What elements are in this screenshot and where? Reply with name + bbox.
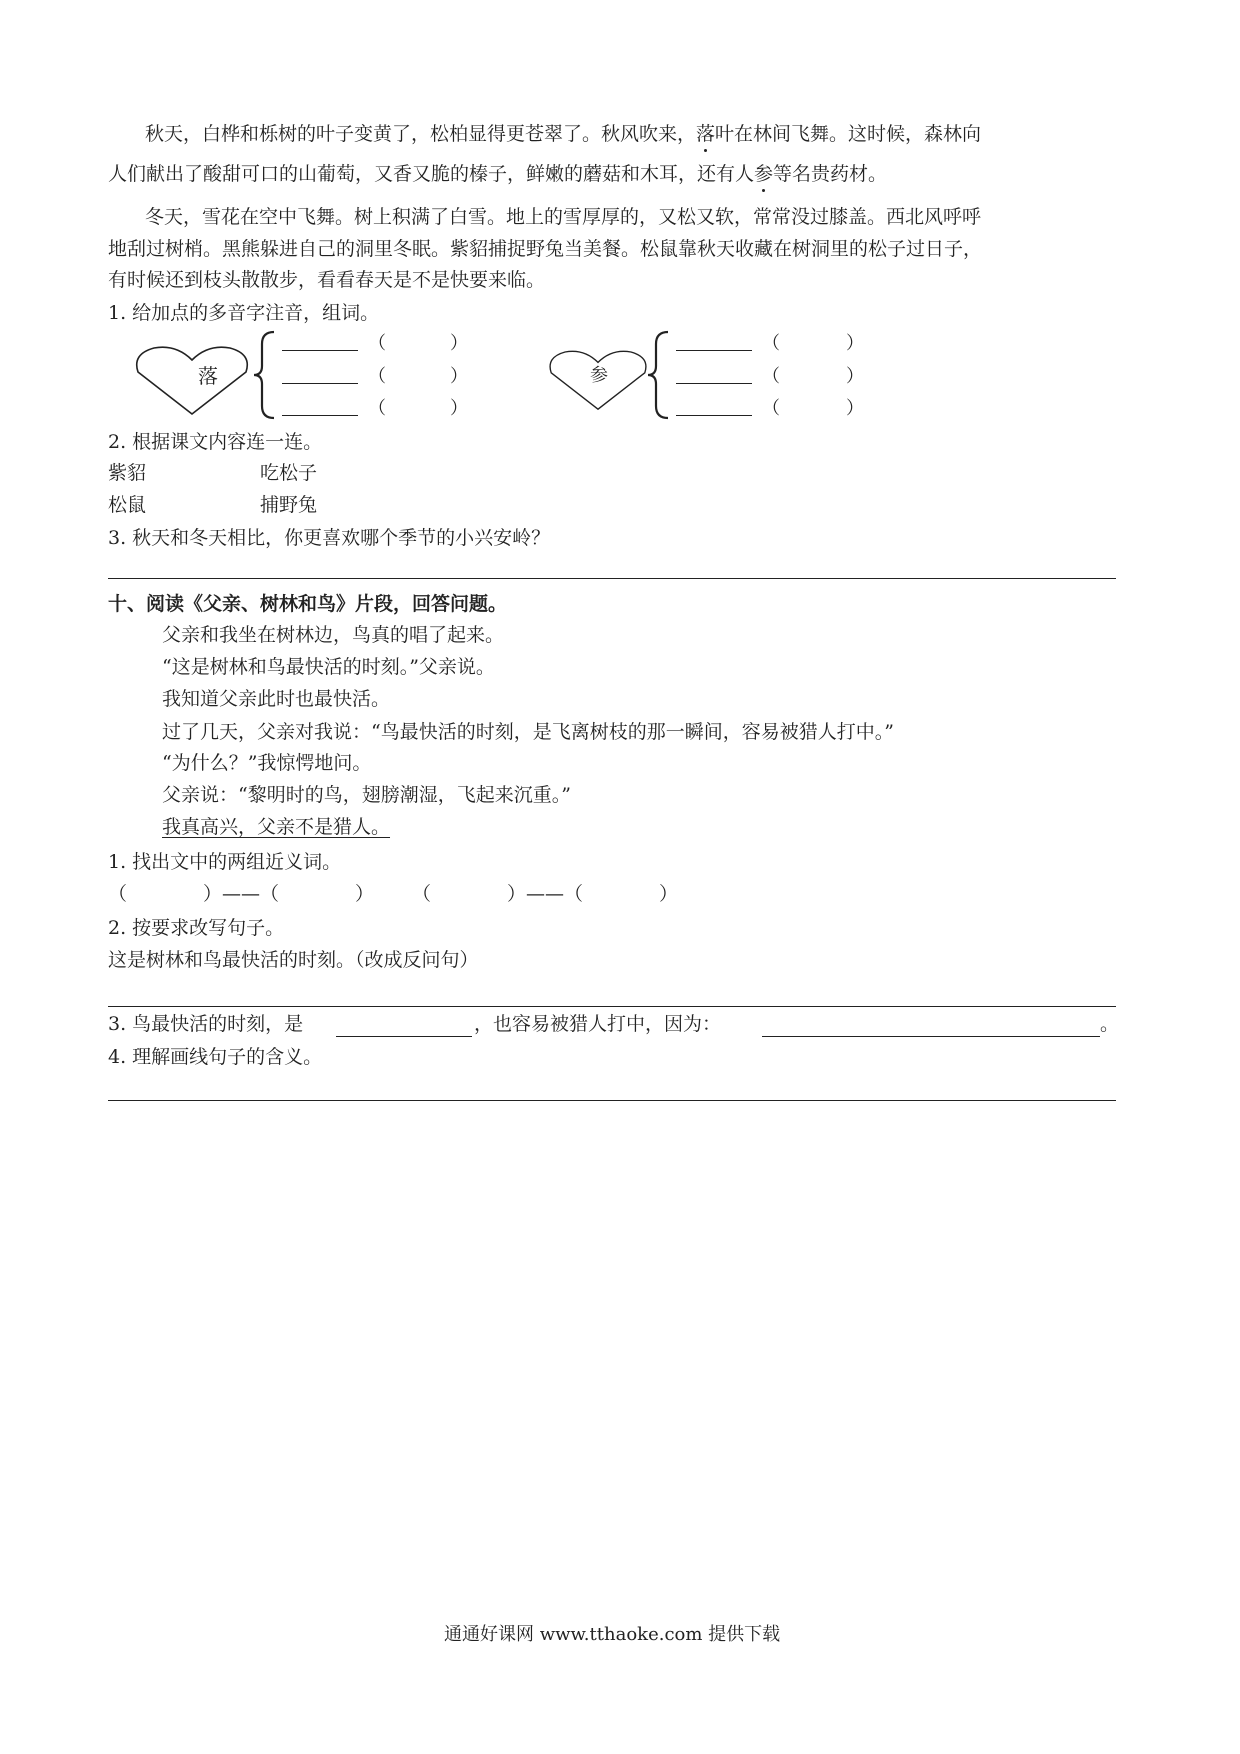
paren-open: （ — [368, 366, 386, 387]
reading-line: 父亲和我坐在树林边，鸟真的唱了起来。 — [162, 624, 505, 646]
rewrite-sentence: 这是树林和鸟最快活的时刻。（改成反问句） — [108, 949, 479, 971]
paren-close: ） — [846, 398, 864, 419]
paren-open: （ — [762, 366, 780, 387]
synonym-pairs[interactable]: （ ）——（ ） （ ）——（ ） — [108, 883, 679, 905]
match-left-2[interactable]: 松鼠 — [108, 494, 147, 516]
answer-line[interactable] — [108, 578, 1116, 579]
answer-blank[interactable] — [762, 1036, 1100, 1037]
question-1-label: 1. 给加点的多音字注音，组词。 — [108, 302, 380, 324]
answer-blank[interactable] — [282, 415, 358, 416]
reading-line: 过了几天，父亲对我说：“鸟最快活的时刻，是飞离树枝的那一瞬间，容易被猎人打中。” — [162, 721, 894, 743]
match-left-1[interactable]: 紫貂 — [108, 462, 147, 484]
question-3-label: 3. 秋天和冬天相比，你更喜欢哪个季节的小兴安岭？ — [108, 527, 551, 549]
dotted-char: 参 — [754, 163, 774, 185]
question-2-label: 2. 根据课文内容连一连。 — [108, 431, 323, 453]
reading-line: “为什么？”我惊愕地问。 — [162, 752, 372, 774]
brace-icon — [646, 330, 672, 420]
answer-line[interactable] — [108, 1006, 1116, 1007]
answer-blank[interactable] — [676, 383, 752, 384]
section-10-question-1-label: 1. 找出文中的两组近义词。 — [108, 851, 342, 873]
match-right-2[interactable]: 捕野兔 — [260, 494, 318, 516]
section-10-question-2-label: 2. 按要求改写句子。 — [108, 917, 285, 939]
heart-shape-luo — [132, 338, 252, 418]
answer-blank[interactable] — [336, 1036, 472, 1037]
passage-autumn-line-1 — [145, 122, 981, 146]
underlined-sentence: 我真高兴，父亲不是猎人。 — [162, 816, 391, 838]
reading-line: 我知道父亲此时也最快活。 — [162, 688, 391, 710]
heart-char-luo: 落 — [198, 364, 218, 388]
answer-blank[interactable] — [676, 350, 752, 351]
section-10-question-3-part-a: 3. 鸟最快活的时刻，是 — [108, 1013, 304, 1035]
reading-line: 父亲说：“黎明时的鸟，翅膀潮湿，飞起来沉重。” — [162, 784, 571, 806]
text-segment: 人们献出了酸甜可口的山葡萄，又香又脆的榛子，鲜嫩的蘑菇和木耳，还有人 — [108, 163, 755, 185]
paren-close: ） — [450, 366, 468, 387]
paren-open: （ — [368, 398, 386, 419]
passage-winter-line-1: 冬天，雪花在空中飞舞。树上积满了白雪。地上的雪厚厚的，又松又软，常常没过膝盖。西北风呼呼 — [145, 206, 982, 228]
footer-text: 通通好课网 www.tthaoke.com 提供下载 — [444, 1624, 781, 1645]
paren-close: ） — [450, 333, 468, 354]
section-10-question-3-end: 。 — [1100, 1013, 1120, 1035]
passage-winter-line-2: 地刮过树梢。黑熊躲进自己的洞里冬眠。紫貂捕捉野兔当美餐。松鼠靠秋天收藏在树洞里的松子过日子， — [108, 238, 983, 260]
brace-icon — [252, 330, 278, 420]
text-segment: 秋天，白桦和栎树的叶子变黄了，松柏显得更苍翠了。秋风吹来， — [145, 123, 697, 145]
match-right-1[interactable]: 吃松子 — [260, 462, 318, 484]
paren-open: （ — [762, 398, 780, 419]
heart-char-can: 参 — [590, 365, 608, 386]
paren-close: ） — [846, 366, 864, 387]
reading-line: “这是树林和鸟最快活的时刻。”父亲说。 — [162, 656, 495, 678]
answer-blank[interactable] — [282, 350, 358, 351]
section-10-question-4-label: 4. 理解画线句子的含义。 — [108, 1046, 323, 1068]
text-segment: 叶在林间飞舞。这时候，森林向 — [715, 123, 982, 145]
answer-line[interactable] — [108, 1100, 1116, 1101]
dotted-char: 落 — [696, 123, 716, 145]
paren-close: ） — [450, 398, 468, 419]
text-segment: 等名贵药材。 — [773, 163, 888, 185]
answer-blank[interactable] — [676, 415, 752, 416]
paren-open: （ — [762, 333, 780, 354]
paren-close: ） — [846, 333, 864, 354]
passage-winter-line-3: 有时候还到枝头散散步，看看春天是不是快要来临。 — [108, 269, 546, 291]
passage-autumn-line-2 — [108, 162, 887, 186]
section-10-question-3-part-b: ，也容易被猎人打中，因为： — [474, 1013, 722, 1035]
paren-open: （ — [368, 333, 386, 354]
section-10-heading: 十、阅读《父亲、树林和鸟》片段，回答问题。 — [108, 593, 508, 615]
answer-blank[interactable] — [282, 383, 358, 384]
